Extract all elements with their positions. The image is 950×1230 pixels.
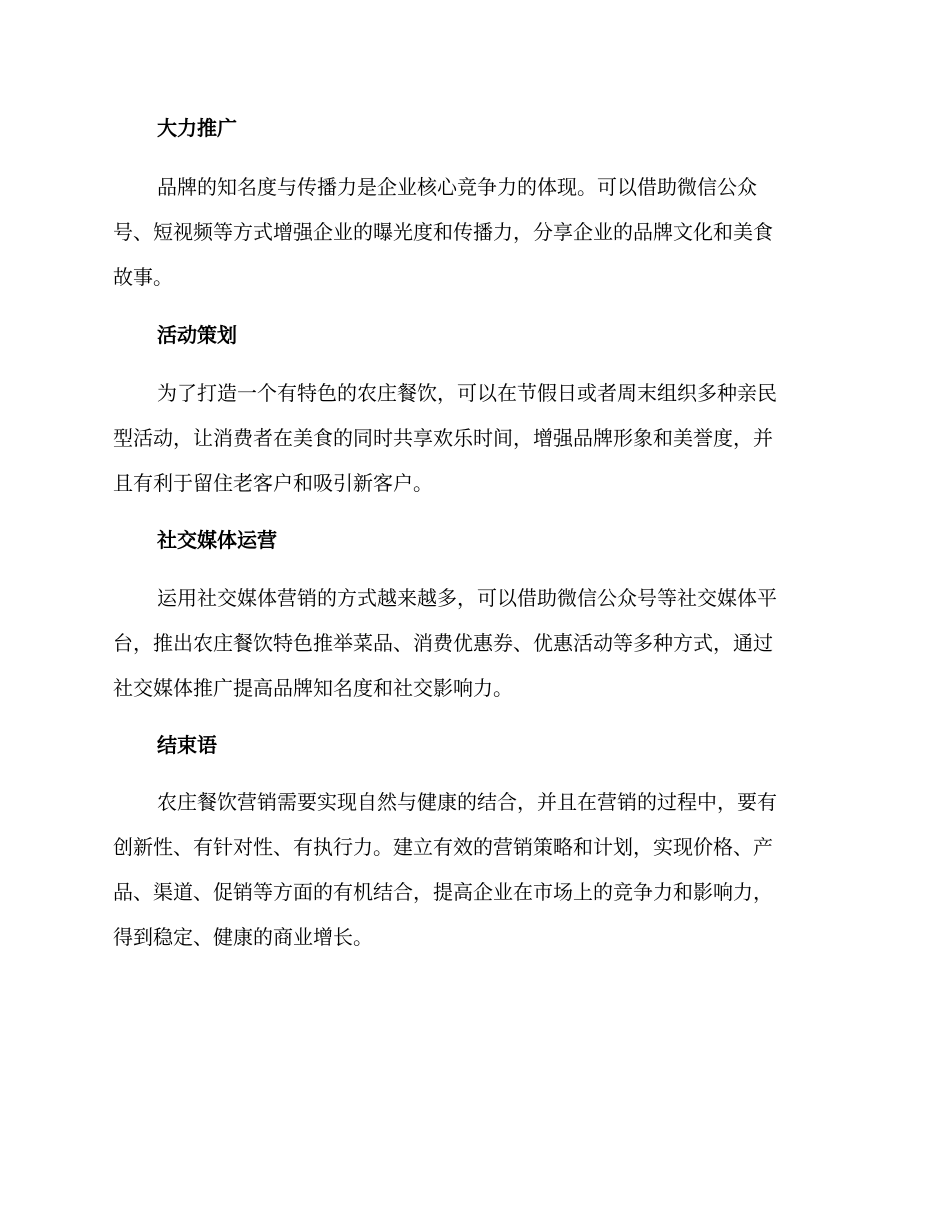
section-heading: 结束语 <box>157 733 217 757</box>
section-heading: 活动策划 <box>157 323 237 347</box>
paragraph-line: 运用社交媒体营销的方式越来越多，可以借助微信公众号等社交媒体平 <box>157 586 777 610</box>
paragraph-line: 社交媒体推广提高品牌知名度和社交影响力。 <box>113 676 513 700</box>
paragraph-line: 得到稳定、健康的商业增长。 <box>113 925 373 949</box>
paragraph-line: 型活动，让消费者在美食的同时共享欢乐时间，增强品牌形象和美誉度，并 <box>113 426 773 450</box>
paragraph-line: 号、短视频等方式增强企业的曝光度和传播力，分享企业的品牌文化和美食 <box>113 220 773 244</box>
paragraph-line: 为了打造一个有特色的农庄餐饮，可以在节假日或者周末组织多种亲民 <box>157 381 777 405</box>
section-heading: 大力推广 <box>157 116 237 140</box>
paragraph-line: 故事。 <box>113 265 173 289</box>
paragraph-line: 品、渠道、促销等方面的有机结合，提高企业在市场上的竞争力和影响力， <box>113 880 773 904</box>
paragraph-line: 台，推出农庄餐饮特色推举菜品、消费优惠券、优惠活动等多种方式，通过 <box>113 631 773 655</box>
paragraph-line: 农庄餐饮营销需要实现自然与健康的结合，并且在营销的过程中，要有 <box>157 790 777 814</box>
paragraph-line: 且有利于留住老客户和吸引新客户。 <box>113 471 433 495</box>
paragraph-line: 创新性、有针对性、有执行力。建立有效的营销策略和计划，实现价格、产 <box>113 835 773 859</box>
paragraph-line: 品牌的知名度与传播力是企业核心竞争力的体现。可以借助微信公众 <box>157 175 757 199</box>
section-heading: 社交媒体运营 <box>157 528 277 552</box>
